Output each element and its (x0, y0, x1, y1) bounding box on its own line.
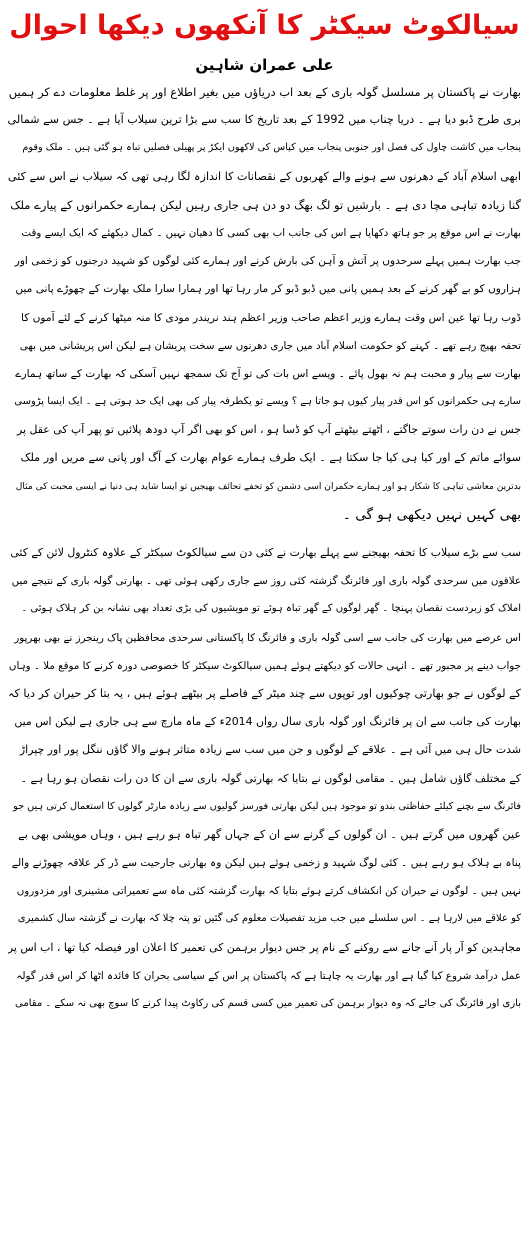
text-line: کے مختلف گاؤں شامل ہیں ۔ مقامی لوگوں نے بتایا کہ بھارتی گولہ باری سے ان کا دن رات نقصان ہو رہا ہے ۔ (20, 771, 521, 785)
paragraph-1 (8, 78, 521, 529)
text-line: بھی کہیں نہیں دیکھی ہو گی ۔ (342, 506, 521, 523)
text-line: جب بھارت ہمیں پہلے سرحدوں پر آتش و آہن کی بارش کرنے اور ہمارے کئی لوگوں کو شہید درجنوں کو زخمی اور (14, 255, 521, 268)
text-line: پنجاب میں کاشت چاول کی فصل اور جنوبی پنجاب میں کپاس کی لاکھوں ایکڑ پر پھیلی فصلیں تباہ ہو گئی ہیں ۔ ملک وقوم (22, 142, 521, 154)
text-line: باری اور فائرنگ کی جائے کہ وہ دیوار برہمن کی تعمیر میں کسی قسم کی رکاوٹ پیدا کرنے کا سوچ بھی نہ سکے ۔ مقامی (15, 998, 521, 1009)
text-line: پناہ بے ہلاک ہو رہے ہیں ۔ کئی لوگ شہید و زخمی ہوئے ہیں لیکن وہ بھارتی جارحیت سے ڈر کر علاقہ چھوڑنے والے (11, 857, 521, 870)
text-line: نہیں ہیں ۔ لوگوں نے حیران کن انکشاف کرتے ہوئے بتایا کہ بھارت گزشتہ کئی ماہ سے تعمیراتی مشینری اور مزدوروں (16, 885, 521, 898)
text-line: فائرنگ سے بچنے کیلئے حفاظتی بندو تو موجود ہیں لیکن بھارتی فورسز گولیوں سے زیادہ مارٹر گولوں کا استعمال کرتی ہیں جو (13, 800, 521, 812)
text-line: عین گھروں میں گرتے ہیں ۔ ان گولوں کے گرنے سے ان کے جہاں گھر تباہ ہو رہے ہیں ، وہاں مویشی بھی بے (18, 827, 521, 841)
text-line: عمل درآمد شروع کیا گیا ہے اور بھارت یہ چاہتا ہے کہ پاکستان پر اس کے سیاسی بحران کا فائدہ اٹھا کر اس قدر گولہ (16, 969, 521, 982)
text-line: املاک کو زبردست نقصان پہنچا ۔ گھر لوگوں کے گھر تباہ ہوئے تو مویشیوں کی بڑی تعداد بھی نشانہ بن کر ہلاک ہوئی ۔ (21, 603, 521, 615)
text-line: بھارت کی جانب سے ان پر فائرنگ اور گولہ باری سال رواں 2014ء کے ماہ مارچ سے ہی جاری ہے لیکن اس میں (14, 715, 521, 729)
text-line: ڈوب رہا تھا عین اس وقت ہمارے وزیر اعظم صاحب وزیر اعظم ہند نریندر مودی کا منہ میٹھا کرنے کے لئے آموں کا (21, 311, 521, 324)
text-line: مجاہدین کو آر پار آنے جانے سے روکنے کے نام پر جس دیوار برہمن کی تعمیر کا اعلان اور فیصلہ کیا تھا ، اب اس پر (8, 940, 521, 954)
text-line: سارے ہی حکمرانوں کو اس قدر پیار کیوں ہو جاتا ہے ؟ ویسے تو یکطرفہ پیار کی بھی ایک حد ہوتی ہے ۔ ایک ایسا پڑوسی (14, 396, 521, 408)
text-line: بری طرح ڈبو دیا ہے ۔ دریا چناب میں 1992 کے بعد تاریخ کا سب سے بڑا ترین سیلاب آیا ہے ۔ جس سے شمالی (8, 113, 521, 127)
text-line: کے لوگوں نے جو بھارتی چوکیوں اور توپوں سے چند میٹر کے فاصلے پر بیٹھے ہوئے ہیں ، یہ بتا کر حیران کر دیا کہ (8, 686, 521, 700)
text-line: علاقوں میں سرحدی گولہ باری اور فائرنگ گزشتہ کئی روز سے جاری رکھی ہوئی تھی ۔ بھارتی گولہ باری کے نتیجے میں (11, 575, 521, 588)
text-line: سب سے بڑے سیلاب کا تحفہ بھیجنے سے پہلے بھارت نے کئی دن سے سیالکوٹ سیکٹر کے علاوہ کنٹرول لائن کے کئی (10, 546, 521, 559)
text-line: ابھی اسلام آباد کے دھرنوں سے ہونے والے کھربوں کے نقصانات کا اندازہ لگا رہی تھی کہ سیلاب نے اس سے کئی (8, 169, 521, 183)
text-line: بھارت نے اس موقع پر جو ہاتھ دکھایا ہے اس کی جانب اب بھی کسی کا دھیان نہیں ۔ کمال دیکھئے کہ ایک ایسے وقت (21, 226, 521, 239)
paragraph-2 (8, 539, 521, 1018)
text-line: شدت حال ہی میں آئی ہے ۔ علاقے کے لوگوں و جن میں سب سے زیادہ متاثر ہونے والا گاؤں ننگل پور اور چپراڑ (19, 743, 521, 757)
article-author: علی عمران شاہین (195, 56, 334, 74)
text-line: سوائے ماتم کے اور کیا ہی کیا جا سکتا ہے ۔ ایک طرف ہمارے عوام بھارت کے آگ اور پانی سے مریں اور ملک (20, 451, 521, 465)
text-line: بھارت سے پیار و محبت ہم نہ بھول پائے ۔ ویسے اس بات کی تو آج تک سمجھ نہیں آسکی کہ بھارت کے ساتھ ہمارے (15, 367, 521, 380)
article-title: سیالکوٹ سیکٹر کا آنکھوں دیکھا احوال (9, 10, 520, 41)
text-line: جواب دینے پر مجبور تھے ۔ انہی حالات کو دیکھتے ہوئے ہمیں سیالکوٹ سیکٹر کا خصوصی دورہ کرنے کا موقع ملا ۔ وہاں (8, 659, 521, 672)
text-line: تحفہ بھیج رہے تھے ۔ کہنے کو حکومت اسلام آباد میں جاری دھرنوں سے سخت پریشان ہے لیکن اس پریشانی میں بھی (19, 339, 521, 352)
text-line: بدترین معاشی تباہی کا شکار ہو اور ہمارے حکمران اسی دشمن کو تحفے تحائف بھیجیں تو ایسا شاید ہی دنیا نے ایسی محبت کی مثال (15, 481, 521, 492)
text-line: ہزاروں کو بے گھر کرنے کے بعد ہمیں پانی میں ڈبو ڈبو کر مار رہا تھا اور ہمارا سارا ملک بھارت کے چھوڑے پانی میں (15, 283, 521, 296)
text-line: کو علاقے میں لارہا ہے ۔ اس سلسلے میں جب مزید تفصیلات معلوم کی گئیں تو پتہ چلا کہ بھارت نے گزشتہ سال کشمیری (17, 913, 521, 925)
text-line: گنا زیادہ تباہی مچا دی ہے ۔ بارشیں تو لگ بھگ دو دن ہی جاری رہیں لیکن ہمارے حکمرانوں کے پیارے ملک (10, 197, 521, 212)
text-line: جس نے دن رات سوتے جاگتے ، اٹھتے بیٹھتے آپ کو ڈسا ہو ، اس کو بھی اگر آپ دودھ پلائیں تو پھر آپ کی عقل پر (17, 423, 521, 437)
text-line: بھارت نے پاکستان پر مسلسل گولہ باری کے بعد اب دریاؤں میں بغیر اطلاع اور پر غلط معلومات دے کر ہمیں (8, 85, 521, 99)
text-line: اس عرصے میں بھارت کی جانب سے اسی گولہ باری و فائرنگ کا پاکستانی سرحدی محافظین پاک رینجرز نے بھی بھرپور (14, 631, 521, 644)
